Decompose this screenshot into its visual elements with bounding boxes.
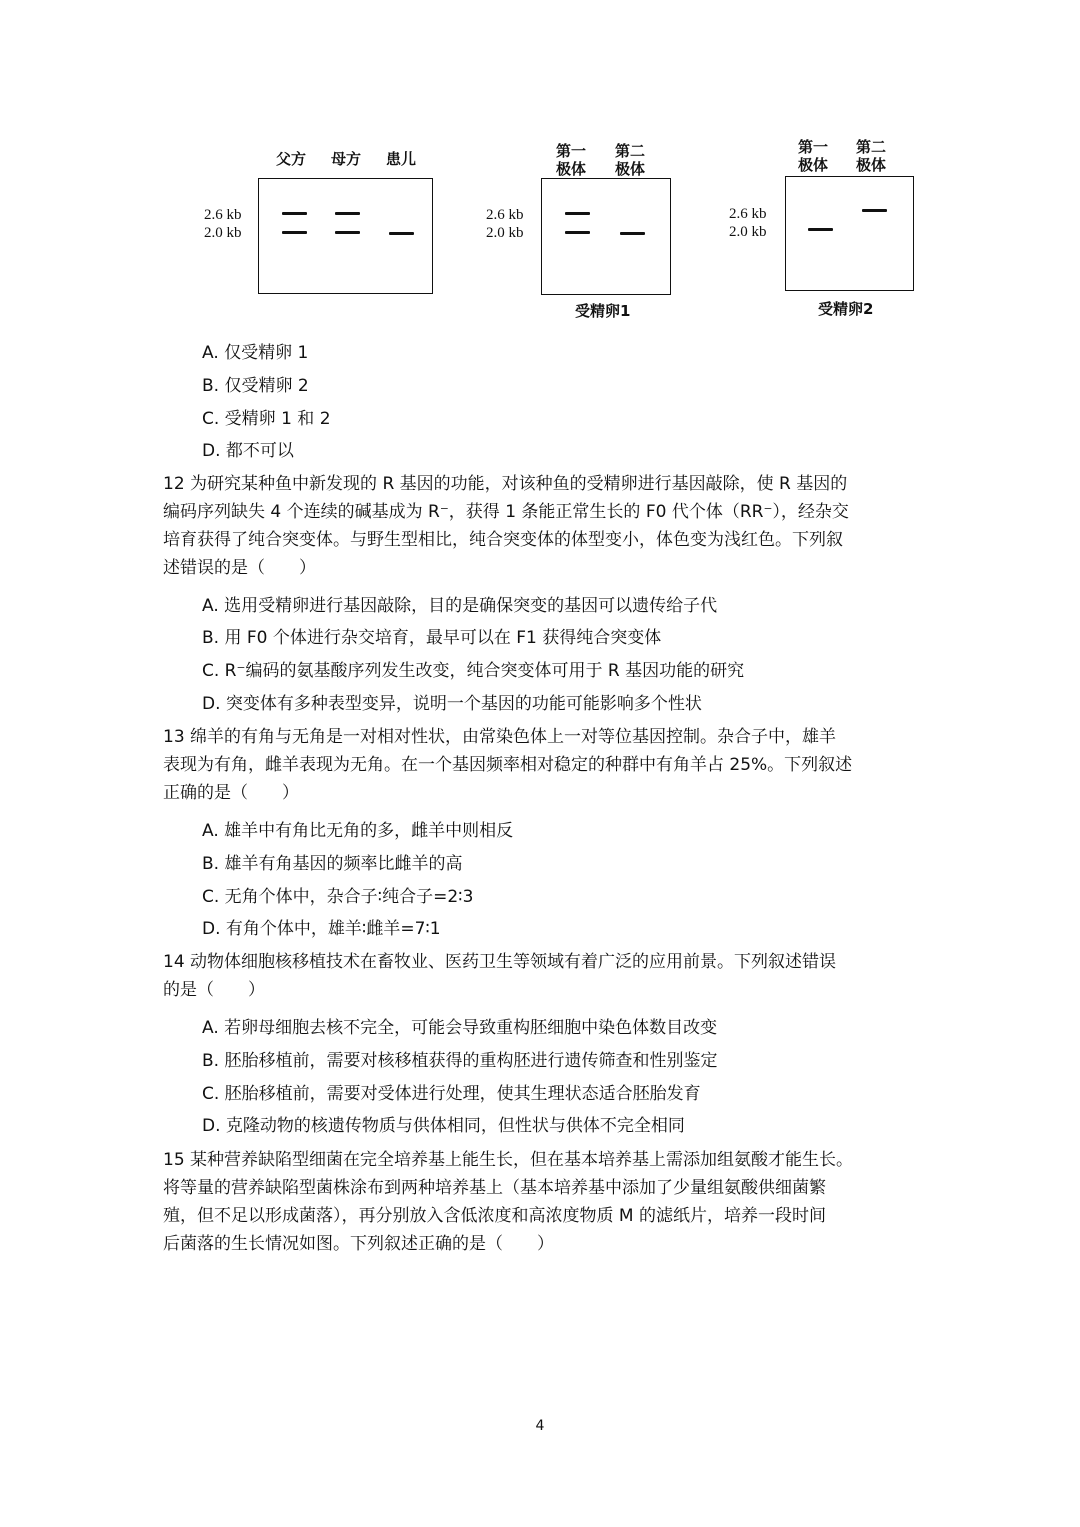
kb-label-2-0: 2.0 kb (204, 225, 242, 241)
band-second-polar-2-0 (620, 232, 645, 235)
header-second-polar-body: 第二 极体 (856, 138, 887, 174)
question-12-stem-line: 12 为研究某种鱼中新发现的 R 基因的功能，对该种鱼的受精卵进行基因敲除，使 R 基因的 (163, 474, 848, 494)
gel-box (785, 176, 914, 291)
option-c[interactable]: C. 胚胎移植前，需要对受体进行处理，使其生理状态适合胚胎发育 (202, 1084, 701, 1104)
option-b[interactable]: B. 胚胎移植前，需要对核移植获得的重构胚进行遗传筛查和性别鉴定 (202, 1051, 718, 1071)
caption-zygote-2: 受精卵2 (818, 300, 874, 318)
header-father: 父方 (276, 150, 307, 168)
option-b[interactable]: B. 仅受精卵 2 (202, 376, 309, 396)
option-a[interactable]: A. 仅受精卵 1 (202, 343, 309, 363)
header-mother: 母方 (331, 150, 362, 168)
header-second-polar-body: 第二 极体 (615, 142, 646, 178)
option-b[interactable]: B. 用 F0 个体进行杂交培育，最早可以在 F1 获得纯合突变体 (202, 628, 662, 648)
question-14-stem-line: 14 动物体细胞核移植技术在畜牧业、医药卫生等领域有着广泛的应用前景。下列叙述错误 (163, 952, 837, 972)
band-second-polar-2-6 (862, 209, 887, 212)
header-first-polar-body: 第一 极体 (556, 142, 587, 178)
option-d[interactable]: D. 突变体有多种表型变异，说明一个基因的功能可能影响多个性状 (202, 694, 702, 714)
question-12-stem-line: 编码序列缺失 4 个连续的碱基成为 R⁻，获得 1 条能正常生长的 F0 代个体（RR⁻），经杂交 (163, 502, 849, 522)
option-c[interactable]: C. R⁻编码的氨基酸序列发生改变，纯合突变体可用于 R 基因功能的研究 (202, 661, 745, 681)
kb-label-2-0: 2.0 kb (486, 225, 524, 241)
kb-label-2-6: 2.6 kb (729, 206, 767, 222)
question-14-stem-line: 的是（ ） (163, 980, 265, 1000)
question-12-stem-line: 述错误的是（ ） (163, 558, 316, 578)
header-first-polar-body: 第一 极体 (798, 138, 829, 174)
gel-box (258, 178, 433, 294)
question-12-stem-line: 培育获得了纯合突变体。与野生型相比，纯合突变体的体型变小，体色变为浅红色。下列叙 (163, 530, 843, 550)
question-15-stem-line: 殖，但不足以形成菌落），再分别放入含低浓度和高浓度物质 M 的滤纸片，培养一段时间 (163, 1206, 826, 1226)
option-b[interactable]: B. 雄羊有角基因的频率比雌羊的高 (202, 854, 463, 874)
band-first-polar-2-0 (808, 228, 833, 231)
question-13-stem-line: 表现为有角，雌羊表现为无角。在一个基因频率相对稳定的种群中有角羊占 25%。下列叙述 (163, 755, 853, 775)
option-c[interactable]: C. 无角个体中，杂合子∶纯合子=2∶3 (202, 887, 474, 907)
gel-box (541, 178, 671, 295)
question-13-stem-line: 13 绵羊的有角与无角是一对相对性状，由常染色体上一对等位基因控制。杂合子中，雄羊 (163, 727, 837, 747)
option-c[interactable]: C. 受精卵 1 和 2 (202, 409, 331, 429)
band-mother-2-0 (335, 231, 360, 234)
band-first-polar-2-6 (565, 212, 590, 215)
option-a[interactable]: A. 雄羊中有角比无角的多，雌羊中则相反 (202, 821, 514, 841)
option-d[interactable]: D. 克隆动物的核遗传物质与供体相同，但性状与供体不完全相同 (202, 1116, 685, 1136)
option-d[interactable]: D. 都不可以 (202, 441, 294, 461)
question-15-stem-line: 15 某种营养缺陷型细菌在完全培养基上能生长，但在基本培养基上需添加组氨酸才能生长。 (163, 1150, 854, 1170)
question-15-stem-line: 将等量的营养缺陷型菌株涂布到两种培养基上（基本培养基中添加了少量组氨酸供细菌繁 (163, 1178, 826, 1198)
option-d[interactable]: D. 有角个体中，雄羊∶雌羊=7∶1 (202, 919, 441, 939)
page-number: 4 (535, 1418, 545, 1434)
kb-label-2-6: 2.6 kb (486, 207, 524, 223)
question-13-stem-line: 正确的是（ ） (163, 783, 299, 803)
question-15-stem-line: 后菌落的生长情况如图。下列叙述正确的是（ ） (163, 1234, 554, 1254)
band-first-polar-2-0 (565, 231, 590, 234)
caption-zygote-1: 受精卵1 (575, 302, 631, 320)
band-father-2-0 (282, 231, 307, 234)
kb-label-2-0: 2.0 kb (729, 224, 767, 240)
option-a[interactable]: A. 若卵母细胞去核不完全，可能会导致重构胚细胞中染色体数目改变 (202, 1018, 718, 1038)
header-child: 患儿 (386, 150, 417, 168)
band-father-2-6 (282, 212, 307, 215)
kb-label-2-6: 2.6 kb (204, 207, 242, 223)
band-mother-2-6 (335, 212, 360, 215)
band-child-2-0 (389, 232, 414, 235)
option-a[interactable]: A. 选用受精卵进行基因敲除，目的是确保突变的基因可以遗传给子代 (202, 596, 718, 616)
